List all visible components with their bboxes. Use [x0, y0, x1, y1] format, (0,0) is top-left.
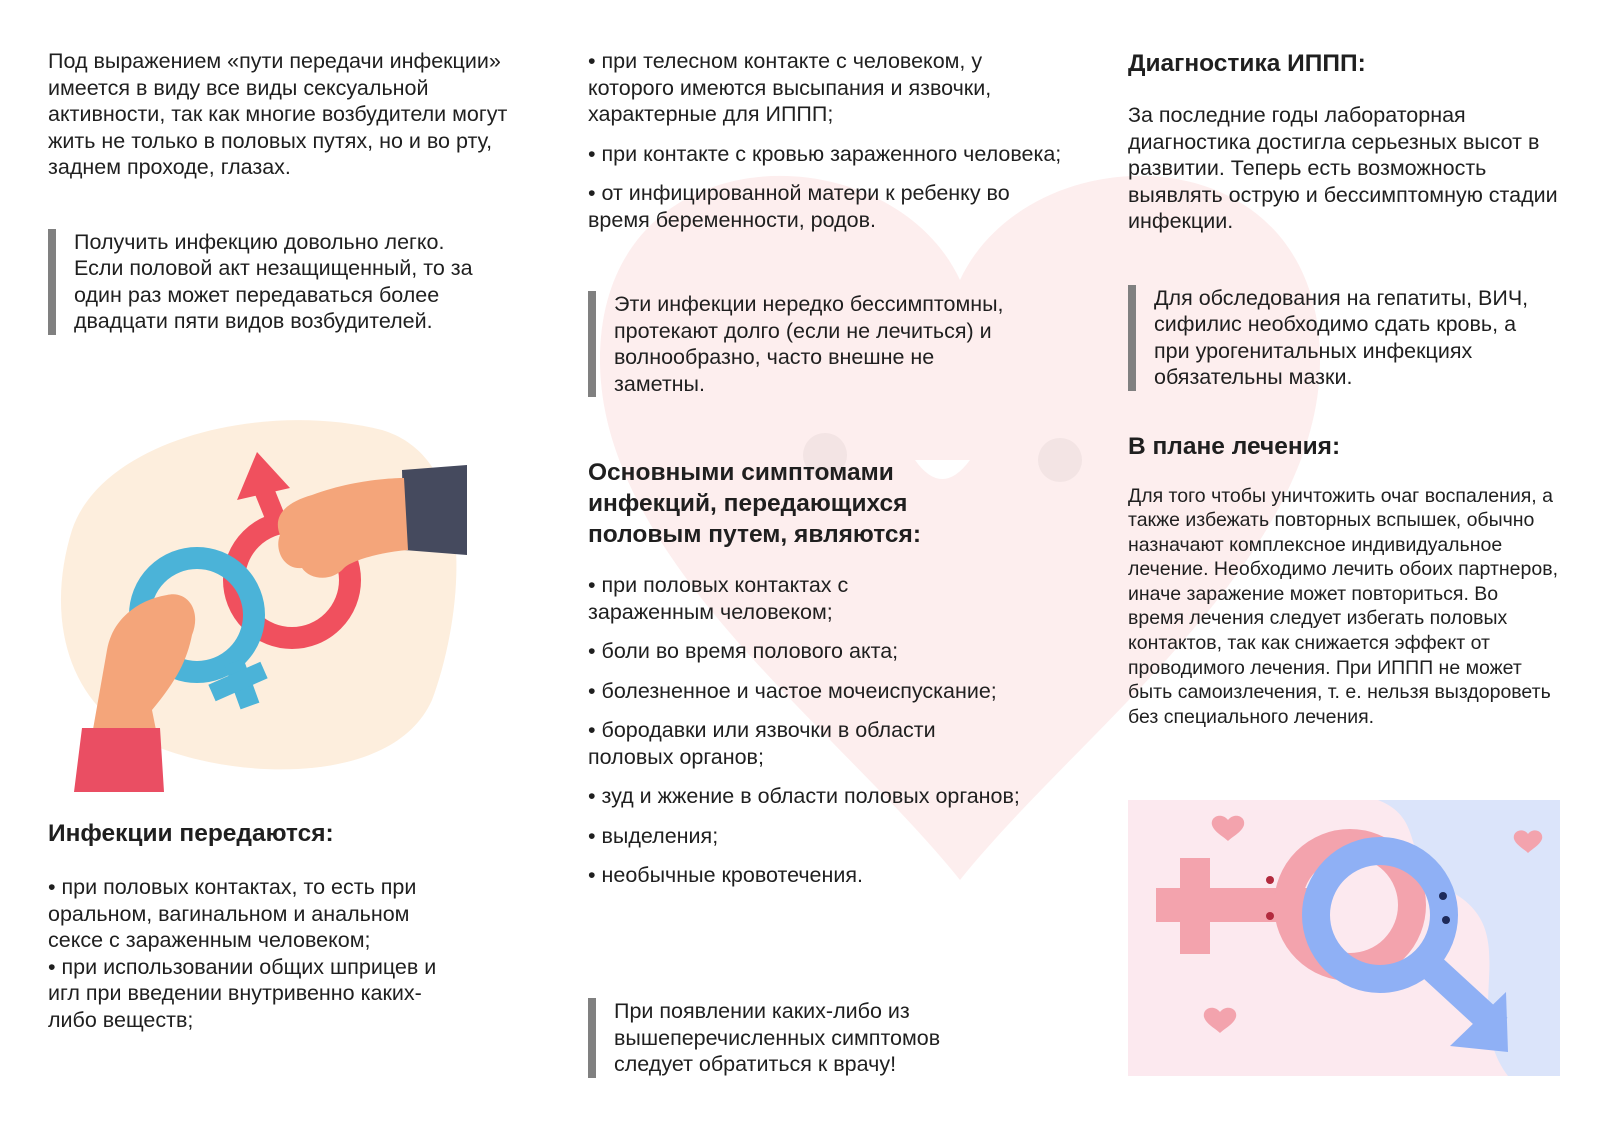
transmission-item: • при половых контактах, то есть при оральном, вагинальном и анальном сексе с зараженным человеком;	[48, 875, 417, 952]
quote-block: При появлении каких-либо из вышеперечисленных симптомов следует обратиться к врачу!	[588, 998, 984, 1078]
symptom-item: • необычные кровотечения.	[588, 863, 864, 887]
transmission-item: • при телесном контакте с человеком, у которого имеются высыпания и язвочки, характерные для ИППП;	[588, 49, 992, 126]
symptoms-list	[588, 572, 1068, 889]
column-1-bottom	[48, 818, 528, 1033]
symptom-item: • при половых контактах с зараженным человеком;	[588, 573, 849, 624]
symptoms-heading: Основными симптомами инфекций, передающихся половым путем, являются:	[588, 459, 921, 548]
quote-block: Для обследования на гепатиты, ВИЧ, сифилис необходимо сдать кровь, а при урогенитальных инфекциях обязательны мазки.	[1128, 285, 1534, 391]
column-3	[1128, 48, 1558, 729]
quote-block: Получить инфекцию довольно легко. Если половой акт незащищенный, то за один раз может передаваться более двадцати пяти видов возбудителей.	[48, 229, 494, 335]
hands-gender-symbols-illustration	[52, 410, 472, 800]
diagnostics-paragraph: За последние годы лабораторная диагностика достигла серьезных высот в развитии. Теперь есть возможность выявлять острую и бессимптомную стадии инфекции.	[1128, 103, 1558, 233]
symptom-item: • выделения;	[588, 823, 719, 848]
linked-gender-symbols-illustration	[1128, 800, 1560, 1076]
transmission-item: • от инфицированной матери к ребенку во время беременности, родов.	[588, 181, 1010, 232]
transmission-item: • при контакте с кровью зараженного человека;	[588, 141, 1062, 166]
transmission-item: • при использовании общих шприцев и игл при введении внутривенно каких-либо веществ;	[48, 954, 437, 1032]
symptom-item: • болезненное и частое мочеиспускание;	[588, 678, 997, 703]
treatment-heading: В плане лечения:	[1128, 432, 1341, 460]
column-2	[588, 48, 1068, 1076]
symptom-item: • зуд и жжение в области половых органов;	[588, 784, 1020, 808]
treatment-paragraph: Для того чтобы уничтожить очаг воспаления, а также избежать повторных вспышек, обычно назначают комплексное индивидуальное лечение. Необходимо лечить обоих партнеров, иначе заражение может повториться. Во время лечения следует избегать половых контактов, так как снижается эффект от проводимого лечения. При ИППП не может быть самоизлечения, т. е. нельзя выздороветь без специального лечения.	[1128, 484, 1558, 728]
column-1	[48, 48, 548, 335]
quote-block: Эти инфекции нередко бессимптомны, протекают долго (если не лечиться) и волнообразно, часто внешне не заметны.	[588, 291, 1004, 397]
diagnostics-heading: Диагностика ИППП:	[1128, 50, 1366, 77]
symptom-item: • боли во время полового акта;	[588, 639, 899, 663]
intro-paragraph: Под выражением «пути передачи инфекции» имеется в виду все виды сексуальной активности, так как многие возбудители могут жить не только в половых путях, но и во рту, заднем проходе, глазах.	[48, 49, 508, 179]
transmission-heading: Инфекции передаются:	[48, 820, 334, 847]
symptom-item: • бородавки или язвочки в области половых органов;	[588, 718, 936, 769]
